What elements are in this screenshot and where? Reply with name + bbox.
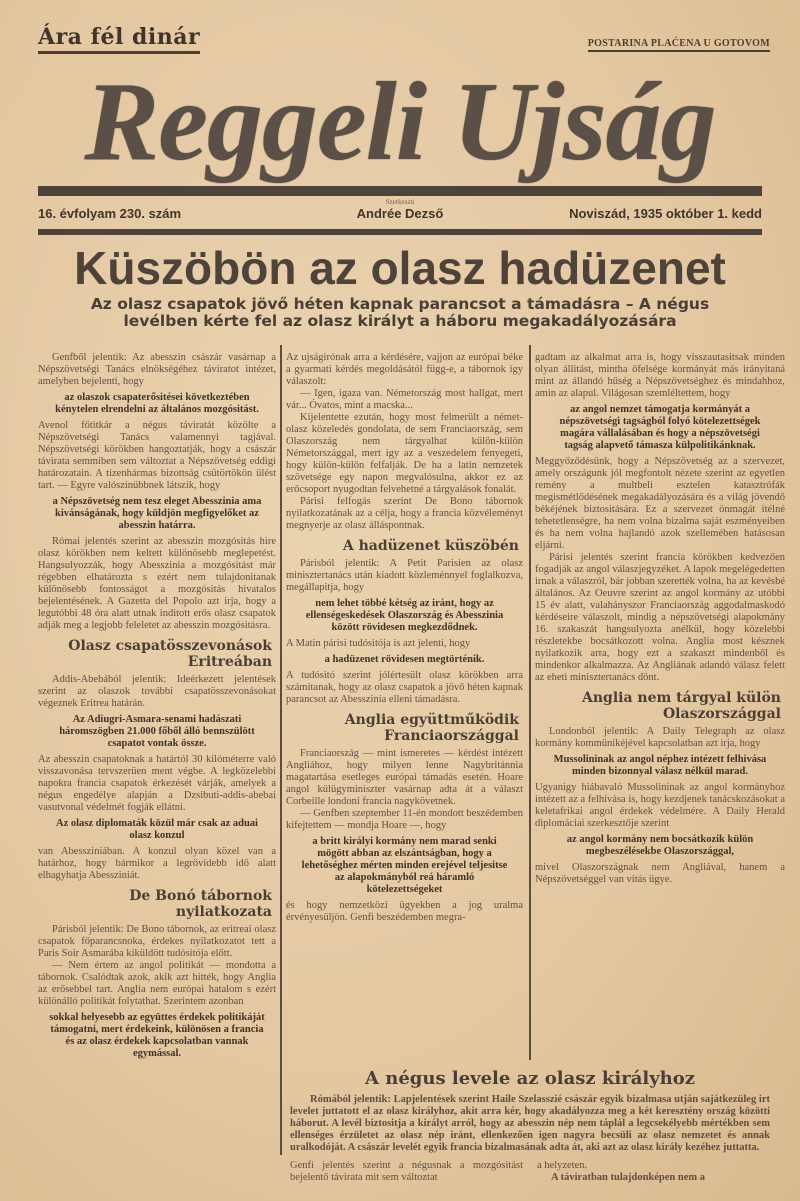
masthead-bar — [38, 186, 762, 196]
paragraph: Ugyanigy hiábavaló Mussolininak az angol kormányhoz intézett az a felhivása is, hogy kezdjenek tanácskozásokat a keletafrikai angol érdekek védelmére. A Daily Herald diplomáciai szerkesztője szerint — [535, 782, 785, 829]
bold-paragraph: nem lehet többé kétség az iránt, hogy az ellenségeskedések Olaszország és Abesszinia között rövidesen megkezdődnek. — [305, 598, 504, 633]
paragraph: van Abessziniában. A konzul olyan közel van a határhoz, hogy bármikor a legrövidebb idő alatt elhagyhatja Abessziniát. — [38, 846, 276, 881]
article-continued-line: A táviratban tulajdonképen nem a — [551, 1172, 706, 1183]
paragraph: Párisi felfogás szerint De Bono tábornok nyilatkozatának az a célja, hogy a francia közvéleményt megnyerje az olasz álláspontnak. — [286, 496, 523, 531]
article-continued-line: a helyzeten. — [537, 1160, 588, 1171]
bold-paragraph: az angol kormány nem bocsátkozik külön megbeszélésekbe Olaszországgal, — [566, 834, 754, 857]
section-heading: Anglia együttműködik Franciaországgal — [344, 712, 519, 744]
bold-paragraph: az olaszok csapaterősitései következtében kénytelen elrendelni az általános mozgósitást. — [55, 392, 259, 415]
paragraph: és hogy nemzetközi ügyekben a jog uralma érvényesüljön. Genfi beszédemben megra- — [286, 900, 523, 923]
paragraph: Addis-Abebából jelentik: Ideérkezett jelentések szerint az olaszok további csapatösszevonásokat végeznek Eritrea határán. — [38, 674, 276, 709]
bold-paragraph: a hadüzenet rövidesen megtörténik. — [324, 654, 485, 665]
bold-paragraph: sokkal helyesebb az együttes érdekek politikáját támogatni, mert érdekeink, különösen a francia és az olasz érdekek kapcsolatban vannak egymással. — [49, 1012, 265, 1059]
paragraph: Párisból jelentik: De Bono tábornok, az eritreai olasz csapatok főparancsnoka, érdekes nyilatkozatot tett a Paris Soir Asmarába kiküldött tudósitója előtt. — [38, 924, 276, 959]
paragraph: Londonból jelentik: A Daily Telegraph az olasz kormány kommünikéjével kapcsolatban azt irja, hogy — [535, 726, 785, 749]
bold-paragraph: a Népszövetség nem tesz eleget Abesszinia ama kivánságának, hogy küldjön megfigyelőket az abesszin határra. — [52, 496, 262, 531]
paragraph: A Matin párisi tudósitója is azt jelenti, hogy — [286, 638, 471, 649]
editor-label: Szerkeszti — [385, 198, 415, 206]
section-heading: Olasz csapatösszevonások Eritreában — [68, 638, 272, 670]
paragraph: — Genfben szeptember 11-én mondott beszédemben kifejtettem — mondja Hoare —, hogy — [286, 808, 523, 831]
paragraph: Genfből jelentik: Az abesszin császár vasárnap a Népszövetségi Tanács elnökségéhez táviratot intézet, amelyben bejelenti, hogy — [38, 352, 276, 387]
paragraph: mivel Olaszországnak nem Angliával, hanem a Népszövetséggel van vitás ügye. — [535, 862, 785, 885]
newspaper-logo: Reggeli Ujság — [84, 60, 716, 184]
paragraph: — Nem értem az angol politikát — mondotta a tábornok. Csalódtak azok, akik azt hitték, hogy Anglia az erősebbel tart. Anglia nem európai hatalom s ezért különálló politikát folytathat. Szerintem azonban — [38, 960, 276, 1007]
section-heading: De Bonó tábornok nyilatkozata — [129, 888, 272, 920]
editor-name: Andrée Dezső — [356, 206, 444, 221]
paragraph: Párisi jelentés szerint francia körökben kedvezően fogadják az angol válaszjegyzéket. A lapok megelégedetten irnak a válaszról, bár jobban szerették volna, ha az kevésbé általános. Az Oeuvre szerint az angol kormány az utóbbi 15 év alatt, valahányszor Franciaország aggodalmaskodó kérdéseire válaszolt, mindig a népszövetségi alapokmány 16. szakaszát hangsulyozta anélkül, hogy közelebbi részletekbe bocsátkozott volna. Anglia most késznek nyilatkozik arra, hogy ezt a szakaszt mindenből és mindenkor alkalmazza. Az Angliának adandó válasz felett az eheti minisztertanács dönt. — [535, 552, 785, 683]
paragraph: Meggyőződésünk, hogy a Népszövetség az a szervezet, amely országunk jól megfontolt nézete szerint az egyetlen remény a multbeli esztelen katasztrófák megismétlődésének megakadályozására és a világ jövendő békéjének biztositására. Ez a szervezet önmagát itélné tehetetlenségre, ha nem volna bizalma saját eszményeiben és ha nem volna hajlandó azok szellemében hatásosan eljárni. — [535, 456, 785, 551]
paragraph: Az ujságirónak arra a kérdésére, vajjon az európai béke a gyarmati kérdés megoldásától függ-e, a tábornok igy válaszolt: — [286, 352, 523, 387]
masthead-rule — [38, 229, 762, 235]
column-3 — [535, 352, 785, 886]
bold-paragraph: Az Adiugri-Asmara-senami hadászati háromszögben 21.000 főből álló bennszülött csapatot vontak össze. — [59, 714, 255, 749]
paragraph: Párisból jelentik: A Petit Parisien az olasz minisztertanács után kiadott közleménnyel foglalkozva, megállapitja, hogy — [286, 558, 523, 593]
section-heading: Anglia nem tárgyal külön Olaszországgal — [581, 690, 781, 722]
price-label: Ára fél dinár — [38, 24, 200, 54]
article-continued-left: Genfi jelentés szerint a négusnak a mozgósitást bejelentő távirata mit sem változtat — [290, 1160, 523, 1183]
column-divider — [280, 345, 282, 1155]
bold-paragraph: Az olasz diplomaták közül már csak az aduai olasz konzul — [56, 818, 258, 841]
issue-number: 16. évfolyam 230. szám — [38, 206, 182, 221]
paragraph: gadtam az alkalmat arra is, hogy visszautasitsak minden olyan állitást, mintha őfelsége kormányát más irányitaná mint az állandó hűség a Népszövetséghez és mindahhoz, amin az alapul. Világosan szemléltettem, hogy — [535, 352, 785, 399]
section-heading: A hadüzenet küszöbén — [342, 538, 519, 554]
paragraph: Római jelentés szerint az abesszin mozgósitás hire olasz körökben nem keltett különösebb meglepetést. Hangsulyozzák, hogy Abesszinia a mozgósitást már régebben elhatározta s ezért nem tulajdonitanak különösebb fontosságot a mozgósitás hivatalos bejelentésének. A Gazetta del Popolo azt irja, hogy a legutóbbi 48 óra alatt utnak inditott erős olasz csapatok adják meg a legjobb feleletet az abesszin mozgósitásra. — [38, 536, 276, 631]
article-title: A négus levele az olasz királyhoz — [365, 1068, 695, 1089]
article-continued-right — [537, 1160, 770, 1184]
article-body: Rómából jelentik: Lapjelentések szerint Haile Szelasszié császár egyik bizalmasa utján sajátkezüleg irt levelet juttatott el az olasz királyhoz, akit arra kér, hogy akadályozza meg a két keresztény ország közötti háborut. A levél biztositja a királyt arról, hogy az abesszin nép nem táplál a legcsekélyebb mértékben sem ellenséges érzületet az olasz nép iránt, ellenkezően igen nagyra becsüli az olasz nemzetet és annak uralkodóját. A császár levelét egyik francia bizalmasának adta át, aki azt az olasz király kezéhez juttatta. — [290, 1094, 770, 1153]
bold-paragraph: az angol nemzet támogatja kormányát a népszövetségi tagságból folyó kötelezettségek magára vállalásában és hogy a népszövetségi tagság alapvető támasza külpolitikánknak. — [559, 404, 761, 451]
paragraph: Az abesszin csapatoknak a határtól 30 kilóméterre való visszavonása tervszerüen ment végbe. A legközelebbi napokra francia csapatok érkezését várják, amelyek a négus engedélye alapján a Dzsibuti-addis-abebai vasutvonal védelmét fogják ellátni. — [38, 754, 276, 813]
column-1 — [38, 352, 276, 1064]
paragraph: Kijelentette ezután, hogy most felmerült a német-olasz közeledés gondolata, de sem Franciaország, sem Olaszország nem tárgyalhat külön-külön Németországgal, mert igy az a veszedelem fenyegeti, hogy külön-külön felfalják. De ha a latin nemzetek szövetsége egy napon megvalósulna, akkor ez az erőcsoport nyugodtan felvehetné a tárgyalások fonalát. — [286, 412, 523, 495]
bottom-article — [290, 1068, 770, 1184]
column-2 — [286, 352, 523, 924]
postage-note: POSTARINA PLAĆENA U GOTOVOM — [588, 38, 770, 52]
main-headline: Küszöbön az olasz hadüzenet — [74, 242, 726, 294]
column-divider — [529, 345, 531, 1060]
bold-paragraph: a britt királyi kormány nem marad senki mögött abban az elszántságban, hogy a lehetőséghez mérten minden erejével teljesitse az alapokmányból reá háramló kötelezettségeket — [301, 836, 508, 895]
paragraph: Franciaország — mint ismeretes — kérdést intézett Angliához, hogy milyen lenne Nagybritánnia magatartása esetleges európai támadás esetén. Hoare angol külügyminiszter vasárnap adta át a választ Corbeille londoni francia nagykövetnek. — [286, 748, 523, 807]
bold-paragraph: Mussolininak az angol néphez intézett felhivása minden bizonnyal válasz nélkül marad. — [553, 754, 767, 777]
sub-headline: Az olasz csapatok jövő héten kapnak parancsot a támadásra – A négus levélben kérte fel az olasz királyt a háboru megakadályozására — [90, 295, 710, 330]
paragraph: Avenol főtitkár a négus táviratát közölte a Népszövetségi Tanács valamennyi tagjával. Népszövetségi körökben hangoztatják, hogy a császár távirata semmiben sem változtat a Népszövetség eddigi határozatain. A tizenhármas bizottság csütörtökön ülést tart. — Egyre valószinübbnek látszik, hogy — [38, 420, 276, 491]
issue-date: Noviszád, 1935 október 1. kedd — [569, 206, 762, 221]
paragraph: A tudósitó szerint jólértesült olasz körökben arra számitanak, hogy az olasz csapatok a jövő héten kapnak parancsot az Abesszinia elleni támadásra. — [286, 670, 523, 705]
paragraph: — Igen, igaza van. Németország most hallgat, mert vár... Óvatos, mint a macska... — [286, 388, 523, 411]
